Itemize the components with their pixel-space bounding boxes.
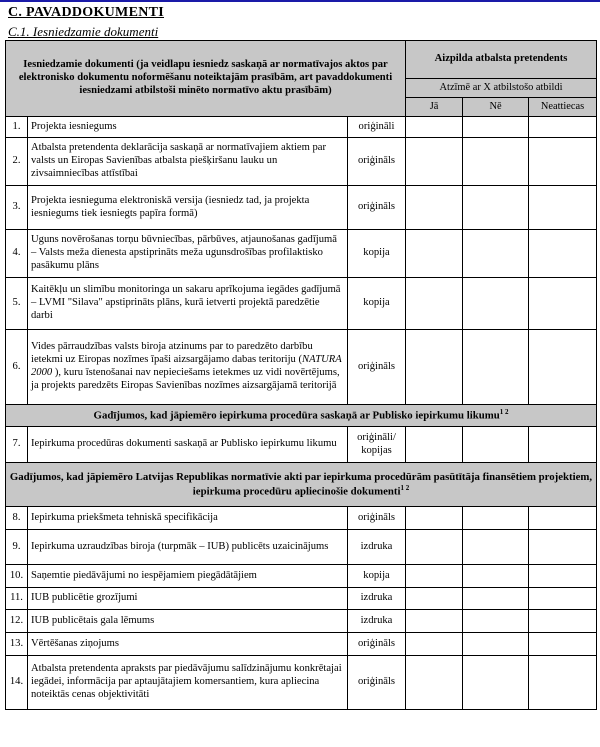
answer-na-cell[interactable]: [529, 507, 597, 530]
table-row: [6, 138, 597, 186]
row-status: oriģināli/ kopijas: [348, 427, 406, 463]
row-status: oriģināls: [348, 186, 406, 230]
row-description: Iepirkuma priekšmeta tehniskā specifikācija: [28, 507, 348, 530]
answer-yes-cell[interactable]: [406, 138, 463, 186]
answer-no-cell[interactable]: [463, 330, 529, 405]
answer-no-cell[interactable]: [463, 633, 529, 656]
answer-yes-cell[interactable]: [406, 117, 463, 138]
table-row: [6, 186, 597, 230]
row-number: 14.: [6, 656, 28, 710]
answer-yes-cell[interactable]: [406, 186, 463, 230]
section-row-national-procurement: [6, 463, 597, 507]
answer-yes-cell[interactable]: [406, 633, 463, 656]
row-number: 12.: [6, 610, 28, 633]
row-description: Projekta iesniegums: [28, 117, 348, 138]
column-no: Nē: [463, 98, 529, 117]
table-row: [6, 610, 597, 633]
answer-yes-cell[interactable]: [406, 427, 463, 463]
answer-na-cell[interactable]: [529, 230, 597, 278]
row-number: 13.: [6, 633, 28, 656]
footnote-refs: 1 2: [400, 483, 410, 492]
row-number: 11.: [6, 588, 28, 610]
answer-no-cell[interactable]: [463, 656, 529, 710]
table-row: [6, 507, 597, 530]
subsection-title: C.1. Iesniedzamie dokumenti: [8, 24, 159, 39]
row-number: 1.: [6, 117, 28, 138]
answer-yes-cell[interactable]: [406, 565, 463, 588]
answer-yes-cell[interactable]: [406, 656, 463, 710]
row-status: izdruka: [348, 530, 406, 565]
documents-header: Iesniedzamie dokumenti (ja veidlapu iesniedz saskaņā ar normatīvajos aktos par elektronisko dokumentu noformēšanu noteiktajām prasībām, art pavaddokumenti iesniedzami atbilstoši minēto normatīvo aktu prasībām): [6, 41, 406, 117]
row-description: Atbalsta pretendenta apraksts par piedāvājumu salīdzinājumu konkrētajai iegādei, informācija par aptaujātajiem komersantiem, kura apliecina noteiktās cenas objektivitāti: [28, 656, 348, 710]
answer-na-cell[interactable]: [529, 656, 597, 710]
answer-yes-cell[interactable]: [406, 230, 463, 278]
table-row: [6, 117, 597, 138]
footnote-refs: 1 2: [499, 408, 509, 417]
row-description: Projekta iesnieguma elektroniskā versija (iesniedz tad, ja projekta iesniegums tiek iesniegts papīra formā): [28, 186, 348, 230]
answer-na-cell[interactable]: [529, 588, 597, 610]
answer-no-cell[interactable]: [463, 138, 529, 186]
row-status: oriģināls: [348, 330, 406, 405]
row-description: Atbalsta pretendenta deklarācija saskaņā ar normatīvajiem aktiem par valsts un Eiropas Savienības atbalsta piešķiršanu lauku un zivsaimniecības attīstībai: [28, 138, 348, 186]
answer-no-cell[interactable]: [463, 230, 529, 278]
row-number: 10.: [6, 565, 28, 588]
answer-na-cell[interactable]: [529, 427, 597, 463]
answer-na-cell[interactable]: [529, 530, 597, 565]
row-number: 9.: [6, 530, 28, 565]
section-heading: Gadījumos, kad jāpiemēro iepirkuma procedūra saskaņā ar Publisko iepirkumu likumu$^{1 2}$: [6, 405, 597, 427]
answer-na-cell[interactable]: [529, 330, 597, 405]
table-row: [6, 230, 597, 278]
answer-yes-cell[interactable]: [406, 610, 463, 633]
answer-no-cell[interactable]: [463, 278, 529, 330]
row-description: Iepirkuma uzraudzības biroja (turpmāk – IUB) publicēts uzaicinājums: [28, 530, 348, 565]
table-row: [6, 588, 597, 610]
answer-yes-cell[interactable]: [406, 507, 463, 530]
row-status: oriģināls: [348, 507, 406, 530]
row-description: IUB publicētais gala lēmums: [28, 610, 348, 633]
answer-na-cell[interactable]: [529, 278, 597, 330]
documents-table: [5, 40, 597, 710]
table-row: [6, 565, 597, 588]
top-rule: [0, 0, 600, 2]
answer-no-cell[interactable]: [463, 186, 529, 230]
answer-no-cell[interactable]: [463, 507, 529, 530]
table-row: [6, 530, 597, 565]
row-description: Uguns novērošanas torņu būvniecības, pārbūves, atjaunošanas gadījumā – Valsts meža dienesta apstiprināts meža ugunsdrošības profilaktisko pasākumu plāns: [28, 230, 348, 278]
row-description: Vērtēšanas ziņojums: [28, 633, 348, 656]
row-number: 7.: [6, 427, 28, 463]
answer-yes-cell[interactable]: [406, 330, 463, 405]
answer-no-cell[interactable]: [463, 427, 529, 463]
section-row-public-procurement: [6, 405, 597, 427]
row-number: 2.: [6, 138, 28, 186]
section-heading: Gadījumos, kad jāpiemēro Latvijas Republikas normatīvie akti par iepirkuma procedūrām pasūtītāja finansētiem projektiem, iepirkuma procedūru apliecinošie dokumenti$^{1 2}$: [6, 463, 597, 507]
answer-no-cell[interactable]: [463, 565, 529, 588]
answer-na-cell[interactable]: [529, 633, 597, 656]
table-row: [6, 278, 597, 330]
row-number: 5.: [6, 278, 28, 330]
row-number: 4.: [6, 230, 28, 278]
row-number: 3.: [6, 186, 28, 230]
row-status: izdruka: [348, 588, 406, 610]
answer-no-cell[interactable]: [463, 117, 529, 138]
row-number: 8.: [6, 507, 28, 530]
section-title: C. PAVADDOKUMENTI: [8, 5, 165, 20]
row-description: Kaitēkļu un slimību monitoringa un sakaru aprīkojuma iegādes gadījumā – LVMI "Silava" apstiprināts plāns, kurā ietverti projektā paredzētie darbi: [28, 278, 348, 330]
row-status: kopija: [348, 230, 406, 278]
row-description: Saņemtie piedāvājumi no iespējamiem piegādātājiem: [28, 565, 348, 588]
row-description: IUB publicētie grozījumi: [28, 588, 348, 610]
row-status: oriģināls: [348, 633, 406, 656]
answer-no-cell[interactable]: [463, 530, 529, 565]
column-yes: Jā: [406, 98, 463, 117]
table-row: [6, 427, 597, 463]
table-row: [6, 656, 597, 710]
table-row: [6, 330, 597, 405]
row-status: oriģināli: [348, 117, 406, 138]
answer-na-cell[interactable]: [529, 117, 597, 138]
answer-yes-cell[interactable]: [406, 588, 463, 610]
row-description: Vides pārraudzības valsts biroja atzinums par to paredzēto darbību ietekmi uz Eiropas nozīmes īpaši aizsargājamo dabas teritoriju (NATURA 2000 ), kuru īstenošanai nav nepieciešams ietekmes uz vidi novērtējums, ja projekts paredzēts Eiropas Savienības nozīmes aizsargājamā teritorijā: [28, 330, 348, 405]
natura-term: NATURA 2000: [31, 354, 342, 378]
answer-no-cell[interactable]: [463, 588, 529, 610]
answer-na-cell[interactable]: [529, 610, 597, 633]
answer-yes-cell[interactable]: [406, 530, 463, 565]
answer-na-cell[interactable]: [529, 565, 597, 588]
row-status: izdruka: [348, 610, 406, 633]
row-status: kopija: [348, 278, 406, 330]
row-description: Iepirkuma procedūras dokumenti saskaņā ar Publisko iepirkumu likumu: [28, 427, 348, 463]
applicant-fills-header: Aizpilda atbalsta pretendents: [406, 41, 597, 79]
answer-yes-cell[interactable]: [406, 278, 463, 330]
answer-no-cell[interactable]: [463, 610, 529, 633]
answer-na-cell[interactable]: [529, 186, 597, 230]
column-not-applicable: Neattiecas: [529, 98, 597, 117]
mark-x-header: Atzīmē ar X atbilstošo atbildi: [406, 79, 597, 98]
table-row: [6, 633, 597, 656]
row-number: 6.: [6, 330, 28, 405]
row-status: kopija: [348, 565, 406, 588]
answer-na-cell[interactable]: [529, 138, 597, 186]
row-status: oriģināls: [348, 138, 406, 186]
row-status: oriģināls: [348, 656, 406, 710]
